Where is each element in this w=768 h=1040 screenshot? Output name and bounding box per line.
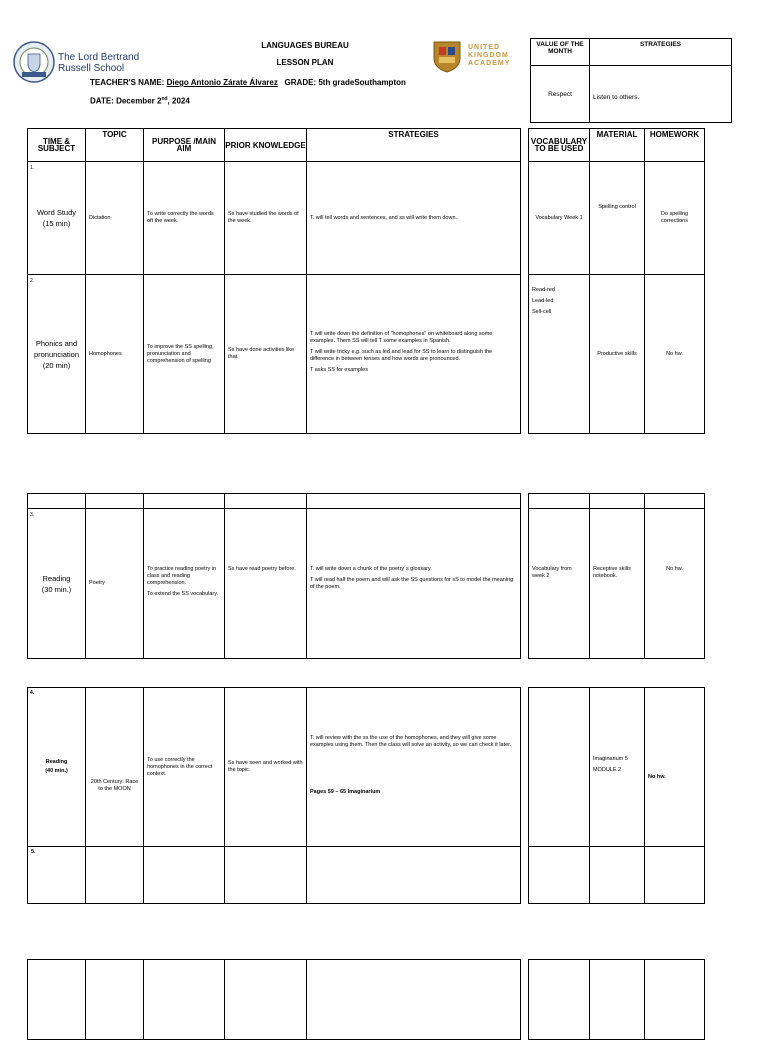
lesson-table-side-1 <box>528 128 705 434</box>
col-purpose: PURPOSE /MAIN AIM <box>144 129 225 162</box>
col-homework: HOMEWORK <box>645 129 705 162</box>
lesson-table-main-2 <box>27 493 521 659</box>
strategies-header: STRATEGIES <box>590 39 732 66</box>
table-row: 2. Phonics and pronunciation (20 min) Homophones To improve the SS spelling, pronunciation and comprehension of spelling Ss have done activities like that. T will write down the definition of "homophones" on whiteboard along some examples. Them SS will tell T some examples in Spanish. T will write tricky e.g. such as led and lead for SS to learn to distinguish the difference in between tenses and how words are pronounced. T asks SS for examples <box>28 275 521 434</box>
table-row: 5. <box>28 847 521 904</box>
col-prior-knowledge: PRIOR KNOWLEDGE <box>225 129 307 162</box>
lesson-table-side-4 <box>528 959 705 1040</box>
table-row: Vocabulary from week 2 Receptive skills notebook. No hw. <box>529 509 705 659</box>
lesson-table-side-2 <box>528 493 705 659</box>
lesson-table-side-3 <box>528 687 705 904</box>
table-row: Vocabulary Week 1 Spelling control Do spelling corrections <box>529 162 705 275</box>
col-vocabulary: VOCABULARY TO BE USED <box>529 129 590 162</box>
col-material: MATERIAL <box>590 129 645 162</box>
table-row: Read-red Lead-led Sell-cell Productive skills No hw. <box>529 275 705 434</box>
col-topic: TOPIC <box>86 129 144 162</box>
lesson-table-main-4 <box>27 959 521 1040</box>
lesson-table-main-1 <box>27 128 521 434</box>
teacher-line: TEACHER'S NAME: Diego Antonio Zárate Álvarez GRADE: 5th gradeSouthampton <box>90 78 406 87</box>
col-strategies: STRATEGIES <box>307 129 521 162</box>
value-header: VALUE OF THE MONTH <box>531 39 590 66</box>
col-time-subject: TIME & SUBJECT <box>28 129 86 162</box>
lesson-table-main-3 <box>27 687 521 904</box>
date-line: DATE: December 2nd, 2024 <box>90 96 190 106</box>
value-cell: Respect <box>531 66 590 123</box>
value-strategy-cell: Listen to others. <box>590 66 732 123</box>
uk-academy-wordmark: UNITED KINGDOM ACADEMY <box>468 44 511 67</box>
table-row: Imaginarium 5 MODULE 2 No hw. <box>529 688 705 847</box>
table-row: 3. Reading (30 min.) Poetry To practice reading poetry in class and reading comprehension. To extend the SS vocabulary. Ss have read poetry before. T. will write down a chunk of the poetry´s glossary. T will read half the poem and will ask the SS questions for sS to model the meaning of the poem. <box>28 509 521 659</box>
value-of-month-table <box>530 38 732 123</box>
bureau-title: LANGUAGES BUREAU <box>261 41 349 50</box>
table-row: 4. Reading (40 min.) 20th Century: Race to the MOON To use correctly the homophones in the correct context. Ss have seen and worked with the topic. T. will review with the ss the use of the homophones, and they will give some examples using them. Then the class will solve an activity, so we can check it later. Pages 59 – 65 Imaginarium <box>28 688 521 847</box>
teacher-name: Diego Antonio Zárate Álvarez <box>166 78 278 87</box>
table-row: 1. Word Study (15 min) Dictation To write correctly the words oft the week. Ss have studied the words of the week. T. will tell words and sentences, and ss will write them down. <box>28 162 521 275</box>
school-name: The Lord Bertrand Russell School <box>58 52 140 74</box>
lesson-plan-title: LESSON PLAN <box>276 58 334 67</box>
